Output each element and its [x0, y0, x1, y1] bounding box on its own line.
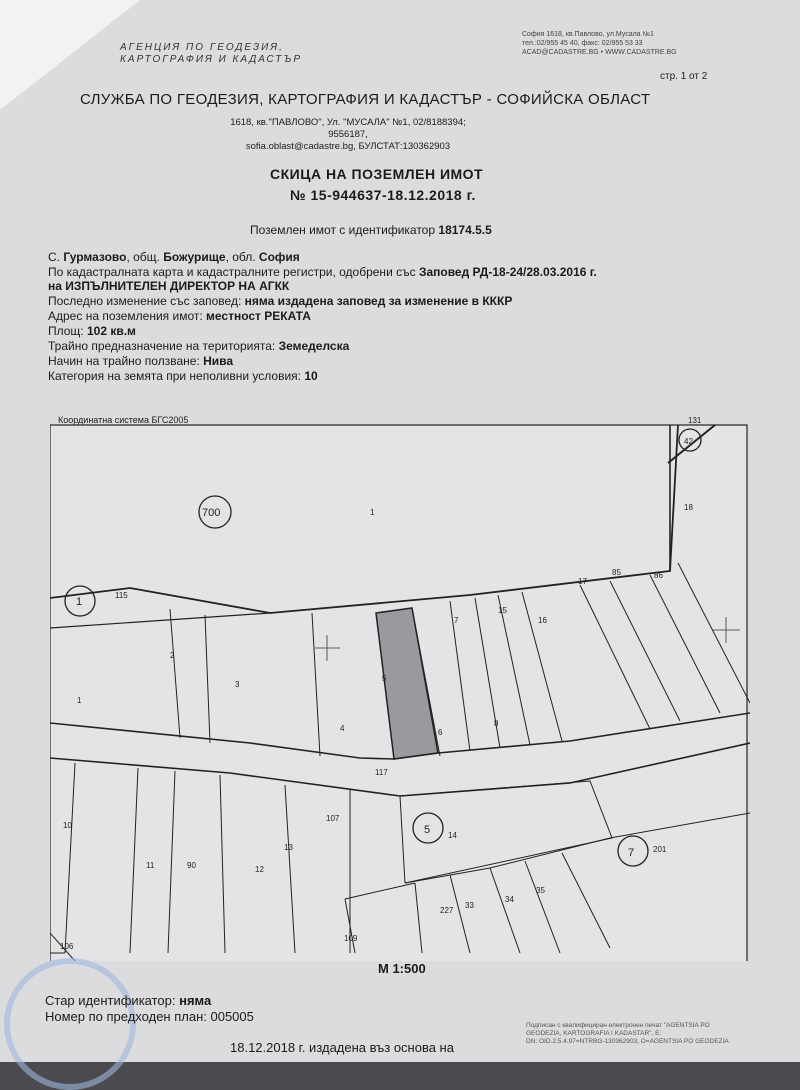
property-address-line: Адрес на поземления имот: местност РЕКАТА — [48, 309, 311, 323]
map-label: 227 — [440, 906, 454, 915]
map-label: 16 — [538, 616, 547, 625]
map-label: 42 — [684, 437, 693, 446]
category-line: Категория на земята при неполивни условия: 10 — [48, 369, 318, 383]
map-label: 2 — [170, 651, 175, 660]
map-label: 1 — [77, 696, 82, 705]
map-label: 115 — [115, 591, 128, 600]
map-label: 700 — [202, 507, 221, 519]
map-label: 1 — [370, 508, 375, 517]
old-identifier-line: Стар идентификатор: няма — [45, 993, 212, 1008]
map-label: 85 — [612, 568, 621, 577]
map-label: 201 — [653, 845, 667, 854]
map-label: 6 — [438, 728, 443, 737]
area-line: Площ: 102 кв.м — [48, 324, 136, 338]
map-label: 33 — [465, 901, 474, 910]
location-line: С. Гурмазово, общ. Божурище, обл. София — [48, 250, 300, 264]
map-label: 106 — [60, 942, 74, 951]
map-label: 86 — [654, 571, 663, 580]
service-title: СЛУЖБА ПО ГЕОДЕЗИЯ, КАРТОГРАФИЯ И КАДАСТЪР - СОФИЙСКА ОБЛАСТ — [80, 91, 651, 108]
map-label: 4 — [340, 724, 345, 733]
map-label: 5 — [424, 824, 431, 836]
map-label: 117 — [375, 768, 388, 777]
last-change-line: Последно изменение със заповед: няма издадена заповед за изменение в КККР — [48, 294, 513, 308]
map-scale: М 1:500 — [378, 961, 426, 976]
approval-line: По кадастралната карта и кадастралните регистри, одобрени със Заповед РД-18-24/28.03.2016 г. — [48, 265, 597, 279]
map-label: 131 — [688, 416, 702, 425]
map-label: 107 — [326, 814, 340, 823]
map-label: 12 — [255, 865, 264, 874]
map-label: 90 — [187, 861, 196, 870]
map-label: 10 — [63, 821, 72, 830]
map-label: 17 — [578, 577, 587, 586]
map-label: 35 — [536, 886, 545, 895]
map-label: 109 — [344, 934, 358, 943]
map-label: 13 — [284, 843, 293, 852]
page-number: стр. 1 от 2 — [660, 71, 708, 82]
issued-line: 18.12.2018 г. издадена въз основа на — [230, 1040, 454, 1055]
previous-plan-line: Номер по предходен план: 005005 — [45, 1009, 254, 1024]
map-label: 3 — [235, 680, 240, 689]
approver-line: на ИЗПЪЛНИТЕЛЕН ДИРЕКТОР НА АГКК — [48, 279, 290, 293]
coordinate-system-label: Координатна система БГС2005 — [58, 415, 189, 425]
agency-logo-text: АГЕНЦИЯ ПО ГЕОДЕЗИЯ, КАРТОГРАФИЯ И КАДАСТЪР — [120, 42, 303, 65]
map-label: 18 — [684, 503, 693, 512]
agency-contacts: София 1618, кв.Павлово, ул.Мусала №1 тел.:02/955 45 40, факс: 02/955 53 33 ACAD@CADASTRE.BG • WWW.CADASTRE.BG — [522, 31, 677, 56]
map-label: 34 — [505, 895, 514, 904]
e-signature-note: Подписан с квалифициран електронен печат "AGENTSIA PO GEODEZIA, KARTOGRAFIA I KADASTAR", E: DN: OID.2.5.4.97=NTRBG-130362903, O=AGENTSIA PO GEODEZIA — [526, 1022, 729, 1045]
map-label: 11 — [146, 861, 155, 870]
map-label: 1 — [76, 596, 83, 608]
map-label: 8 — [494, 719, 499, 728]
service-address: 1618, кв."ПАВЛОВО", Ул. "МУСАЛА" №1, 02/8188394; 9556187, sofia.oblast@cadastre.bg, БУЛСТАТ:130362903 — [230, 117, 466, 152]
cadastral-map — [50, 413, 750, 961]
map-label: 5 — [382, 674, 387, 683]
map-label: 7 — [454, 616, 459, 625]
identifier-line: Поземлен имот с идентификатор 18174.5.5 — [250, 223, 492, 237]
map-label: 15 — [498, 606, 507, 615]
map-label: 14 — [448, 831, 457, 840]
agency-stamp — [4, 958, 136, 1090]
purpose-line: Трайно предназначение на територията: Земеделска — [48, 339, 350, 353]
usage-line: Начин на трайно ползване: Нива — [48, 354, 234, 368]
document-title: СКИЦА НА ПОЗЕМЛЕН ИМОТ — [270, 166, 484, 182]
map-label: 7 — [628, 847, 635, 859]
document-number: № 15-944637-18.12.2018 г. — [290, 187, 476, 203]
